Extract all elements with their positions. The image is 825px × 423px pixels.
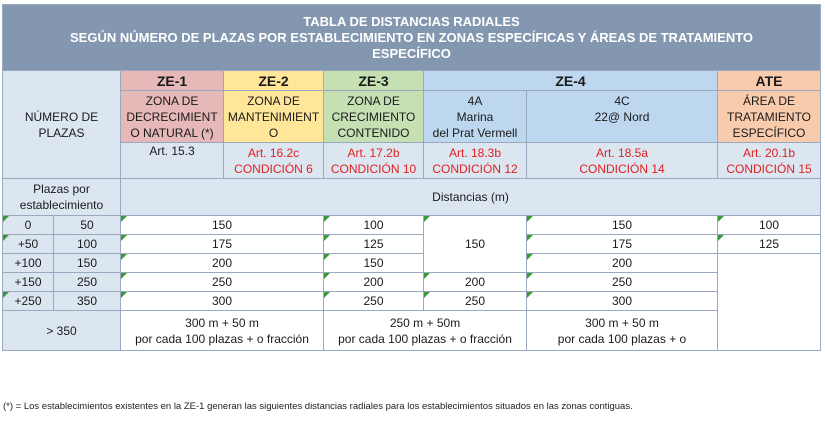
title-row	[3, 5, 821, 71]
title-line-2: SEGÚN NÚMERO DE PLAZAS POR ESTABLECIMIENTO EN ZONAS ESPECÍFICAS Y ÁREAS DE TRATAMIENTO	[70, 29, 754, 45]
range-from: +50	[3, 235, 54, 254]
article-row	[3, 143, 821, 179]
ze3-article	[324, 143, 424, 179]
ze12-distance: 300	[121, 292, 324, 311]
ze3-distance: 125	[324, 235, 424, 254]
range-from: +250	[3, 292, 54, 311]
range-to: 100	[54, 235, 121, 254]
ze34-formula-l1: 250 m + 50m	[389, 315, 461, 330]
ze1-code: ZE-1	[121, 71, 224, 91]
ze2-name-l1: ZONA DE	[247, 93, 300, 108]
ze3-distance: 250	[324, 292, 424, 311]
range-to: 250	[54, 273, 121, 292]
ze3-code: ZE-3	[324, 71, 424, 91]
ze34-formula-l2: por cada 100 plazas + o fracción	[338, 331, 512, 346]
table-row	[3, 292, 821, 311]
range-to: 150	[54, 254, 121, 273]
ze4c-formula-l1: 300 m + 50 m	[585, 315, 659, 330]
ze4c-formula	[527, 311, 718, 351]
range-to: 50	[54, 216, 121, 235]
ate-name-l1: ÁREA DE	[743, 93, 796, 108]
distancias-label: Distancias (m)	[121, 179, 821, 216]
range-over-350: > 350	[3, 311, 121, 351]
ze12-distance: 200	[121, 254, 324, 273]
ate-distance: 100	[718, 216, 821, 235]
ze4c-distance: 150	[527, 216, 718, 235]
ze4c-cond: CONDICIÓN 14	[579, 161, 665, 176]
ze4a-article	[424, 143, 527, 179]
ze4c-distance: 250	[527, 273, 718, 292]
numero-plazas-header	[3, 71, 121, 179]
ze12-formula-l2: por cada 100 plazas + o fracción	[135, 331, 309, 346]
ze4c-distance: 200	[527, 254, 718, 273]
ze2-name	[224, 91, 324, 143]
ze1-art: Art. 15.3	[149, 144, 195, 158]
ze4a-cond: CONDICIÓN 12	[432, 161, 518, 176]
zone-name-row	[3, 91, 821, 143]
ze3-name-l1: ZONA DE	[347, 93, 400, 108]
ate-name	[718, 91, 821, 143]
ze4c-name-l2: 22@ Nord	[594, 109, 650, 124]
ze2-cond: CONDICIÓN 6	[234, 161, 313, 176]
distancias-header-row	[3, 179, 821, 216]
ze1-name-l2: DECRECIMIENT	[126, 109, 218, 124]
ze4c-distance: 175	[527, 235, 718, 254]
ze4c-article	[527, 143, 718, 179]
footnote: (*) = Los establecimientos existentes en la ZE-1 generan las siguientes distancias radiales para los establecimientos situados en las zonas contiguas.	[3, 401, 633, 412]
ze4c-name-l1: 4C	[614, 93, 630, 108]
ze3-distance: 100	[324, 216, 424, 235]
plazas-por-establecimiento	[3, 179, 121, 216]
table-row	[3, 235, 821, 254]
ze4a-name	[424, 91, 527, 143]
ze4a-distance: 250	[424, 292, 527, 311]
ze2-name-l3: O	[268, 125, 279, 140]
ate-article	[718, 143, 821, 179]
ze4a-name-l1: 4A	[467, 93, 483, 108]
table-row-over-350	[3, 311, 821, 351]
numero-plazas-l2: PLAZAS	[38, 125, 85, 140]
ate-art: Art. 20.1b	[743, 145, 796, 160]
ate-name-l3: ESPECÍFICO	[732, 125, 806, 140]
title-line-3: ESPECÍFICO	[372, 45, 451, 61]
ze4a-name-l3: del Prat Vermell	[432, 125, 518, 140]
ze2-article	[224, 143, 324, 179]
ze4a-distance-merged: 150	[424, 216, 527, 273]
ze3-distance: 200	[324, 273, 424, 292]
ate-name-l2: TRATAMIENTO	[727, 109, 812, 124]
ze2-name-l2: MANTENIMIENT	[227, 109, 320, 124]
ze1-name-l1: ZONA DE	[145, 93, 199, 108]
ze4c-art: Art. 18.5a	[595, 145, 649, 160]
range-from: +100	[3, 254, 54, 273]
ze3-distance: 150	[324, 254, 424, 273]
title-line-1: TABLA DE DISTANCIAS RADIALES	[303, 13, 520, 29]
table-row	[3, 216, 821, 235]
table-title	[3, 5, 821, 71]
ze3-art: Art. 17.2b	[347, 145, 400, 160]
ze2-art: Art. 16.2c	[247, 145, 300, 160]
ze3-name-l3: CONTENIDO	[337, 125, 410, 140]
ate-distance: 125	[718, 235, 821, 254]
ze4c-name	[527, 91, 718, 143]
ze4a-distance: 200	[424, 273, 527, 292]
ze4c-distance: 300	[527, 292, 718, 311]
ze1-name	[121, 91, 224, 143]
ze4a-name-l2: Marina	[456, 109, 494, 124]
ze4-code: ZE-4	[424, 71, 718, 91]
ze1-article	[121, 143, 224, 179]
ze2-code: ZE-2	[224, 71, 324, 91]
ze12-distance: 175	[121, 235, 324, 254]
ze12-distance: 150	[121, 216, 324, 235]
plazas-label-l2: establecimiento	[19, 198, 104, 212]
ze1-name-l3: O NATURAL (*)	[130, 125, 214, 140]
ze3-name	[324, 91, 424, 143]
radial-distance-table	[2, 4, 821, 351]
range-from: +150	[3, 273, 54, 292]
zone-code-row	[3, 71, 821, 91]
range-to: 350	[54, 292, 121, 311]
numero-plazas-l1: NÚMERO DE	[24, 109, 99, 124]
ze12-formula-l1: 300 m + 50 m	[185, 315, 259, 330]
ze3-cond: CONDICIÓN 10	[330, 161, 417, 176]
ze12-distance: 250	[121, 273, 324, 292]
table-row	[3, 254, 821, 273]
ze3-name-l2: CRECIMIENTO	[331, 109, 416, 124]
ate-cond: CONDICIÓN 15	[726, 161, 812, 176]
range-from: 0	[3, 216, 54, 235]
table-row	[3, 273, 821, 292]
ate-empty	[718, 254, 821, 351]
ze4c-formula-l2: por cada 100 plazas + o	[557, 331, 687, 346]
ate-code: ATE	[718, 71, 821, 91]
plazas-label-l1: Plazas por	[33, 182, 90, 196]
ze12-formula	[121, 311, 324, 351]
ze4a-art: Art. 18.3b	[448, 145, 502, 160]
ze34-formula	[324, 311, 527, 351]
